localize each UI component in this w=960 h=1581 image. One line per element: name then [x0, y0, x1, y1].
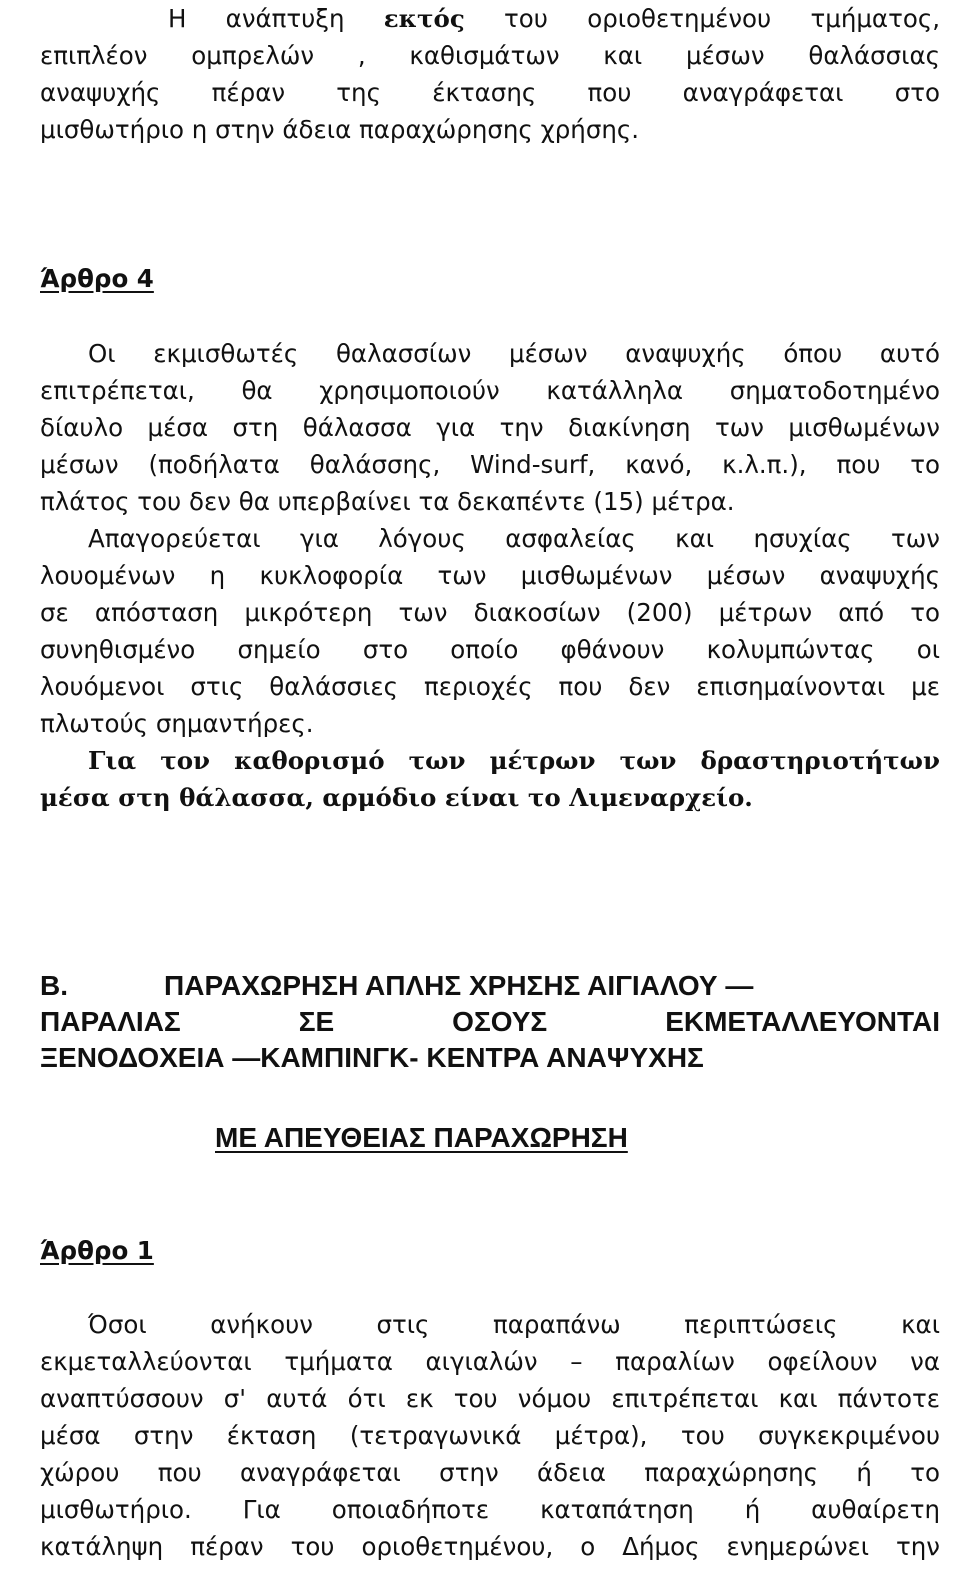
intro-line-2: επιπλέον ομπρελών , καθισμάτων και μέσων θαλάσσιας [40, 41, 940, 70]
a1-line-5: χώρου που αναγράφεται στην άδεια παραχώρησης ή το [40, 1458, 940, 1487]
article-1-paragraph [40, 1306, 940, 1565]
a4p1-line-2: επιτρέπεται, θα χρησιμοποιούν κατάλληλα σηματοδοτημένο [40, 376, 940, 405]
article-1-heading-text: Άρθρο 1 [40, 1236, 154, 1265]
article-4-authority-note [40, 742, 940, 816]
a1-line-6: μισθωτήριο. Για οποιαδήποτε καταπάτηση ή αυθαίρετη [40, 1495, 940, 1524]
article-4-paragraph-1 [40, 335, 940, 520]
a4p2-line-4: συνηθισμένο σημείο στο οποίο φθάνουν κολυμπώντας οι [40, 635, 940, 664]
a4p2-line-3: σε απόσταση μικρότερη των διακοσίων (200) μέτρων από το [40, 598, 940, 627]
a1-line-7: κατάληψη πέραν του οριοθετημένου, ο Δήμος ενημερώνει την [40, 1532, 940, 1561]
a4p1-line-4: μέσων (ποδήλατα θαλάσσης, Wind-surf, κανό, κ.λ.π.), που το [40, 450, 940, 479]
intro-line-4: μισθωτήριο η στην άδεια παραχώρησης χρήσης. [40, 115, 640, 144]
intro-line-1 [40, 0, 940, 37]
section-b-title [40, 968, 940, 1076]
a1-line-2: εκμεταλλεύονται τμήματα αιγιαλών – παραλίων οφείλουν να [40, 1347, 940, 1376]
section-b-subtitle: ΜΕ ΑΠΕΥΘΕΙΑΣ ΠΑΡΑΧΩΡΗΣΗ [215, 1122, 628, 1153]
a1-line-4: μέσα στην έκταση (τετραγωνικά μέτρα), του συγκεκριμένου [40, 1421, 940, 1450]
article-4-heading-text: Άρθρο 4 [40, 264, 154, 293]
a4p1-line-3: δίαυλο μέσα στη θάλασσα για την διακίνηση των μισθωμένων [40, 413, 940, 442]
a4p2-line-2: λουομένων η κυκλοφορία των μισθωμένων μέσων αναψυχής [40, 561, 940, 590]
intro-line-3: αναψυχής πέραν της έκτασης που αναγράφεται στο [40, 78, 940, 107]
note-line-2: μέσα στη θάλασσα, αρμόδιο είναι το Λιμεναρχείο. [40, 783, 753, 812]
article-4-paragraph-2 [40, 520, 940, 742]
section-b-letter: B. [40, 970, 68, 1001]
intro-paragraph [40, 0, 940, 148]
a1-line-1: Όσοι ανήκουν στις παραπάνω περιπτώσεις και [88, 1310, 940, 1339]
note-line-1: Για τον καθορισμό των μέτρων των δραστηριοτήτων [88, 746, 940, 775]
section-b-line-1-text: ΠΑΡΑΧΩΡΗΣΗ ΑΠΛΗΣ ΧΡΗΣΗΣ ΑΙΓΙΑΛΟΥ — [164, 970, 754, 1001]
intro-bold-word: εκτός [383, 4, 465, 33]
article-1-heading [40, 1232, 154, 1269]
a4p2-line-6: πλωτούς σημαντήρες. [40, 709, 314, 738]
a4p1-line-1: Οι εκμισθωτές θαλασσίων μέσων αναψυχής όπου αυτό [88, 339, 940, 368]
a4p2-line-1: Απαγορεύεται για λόγους ασφαλείας και ησυχίας των [88, 524, 940, 553]
section-b-line-1 [40, 968, 940, 1004]
article-4-heading [40, 260, 154, 297]
section-b-line-3: ΞΕΝΟΔΟΧΕΙΑ —ΚΑΜΠΙΝΓΚ- ΚΕΝΤΡΑ ΑΝΑΨΥΧΗΣ [40, 1042, 704, 1073]
a4p1-line-5: πλάτος του δεν θα υπερβαίνει τα δεκαπέντε (15) μέτρα. [40, 487, 735, 516]
intro-line-1-pre: Η ανάπτυξη [168, 4, 384, 33]
a1-line-3: αναπτύσσουν σ' αυτά ότι εκ του νόμου επιτρέπεται και πάντοτε [40, 1384, 940, 1413]
a4p2-line-5: λουόμενοι στις θαλάσσιες περιοχές που δεν επισημαίνονται με [40, 672, 940, 701]
intro-line-1-post: του οριοθετημένου τμήματος, [464, 4, 940, 33]
section-b-line-2: ΠΑΡΑΛΙΑΣ ΣΕ ΟΣΟΥΣ ΕΚΜΕΤΑΛΛΕΥΟΝΤΑΙ [40, 1006, 940, 1037]
